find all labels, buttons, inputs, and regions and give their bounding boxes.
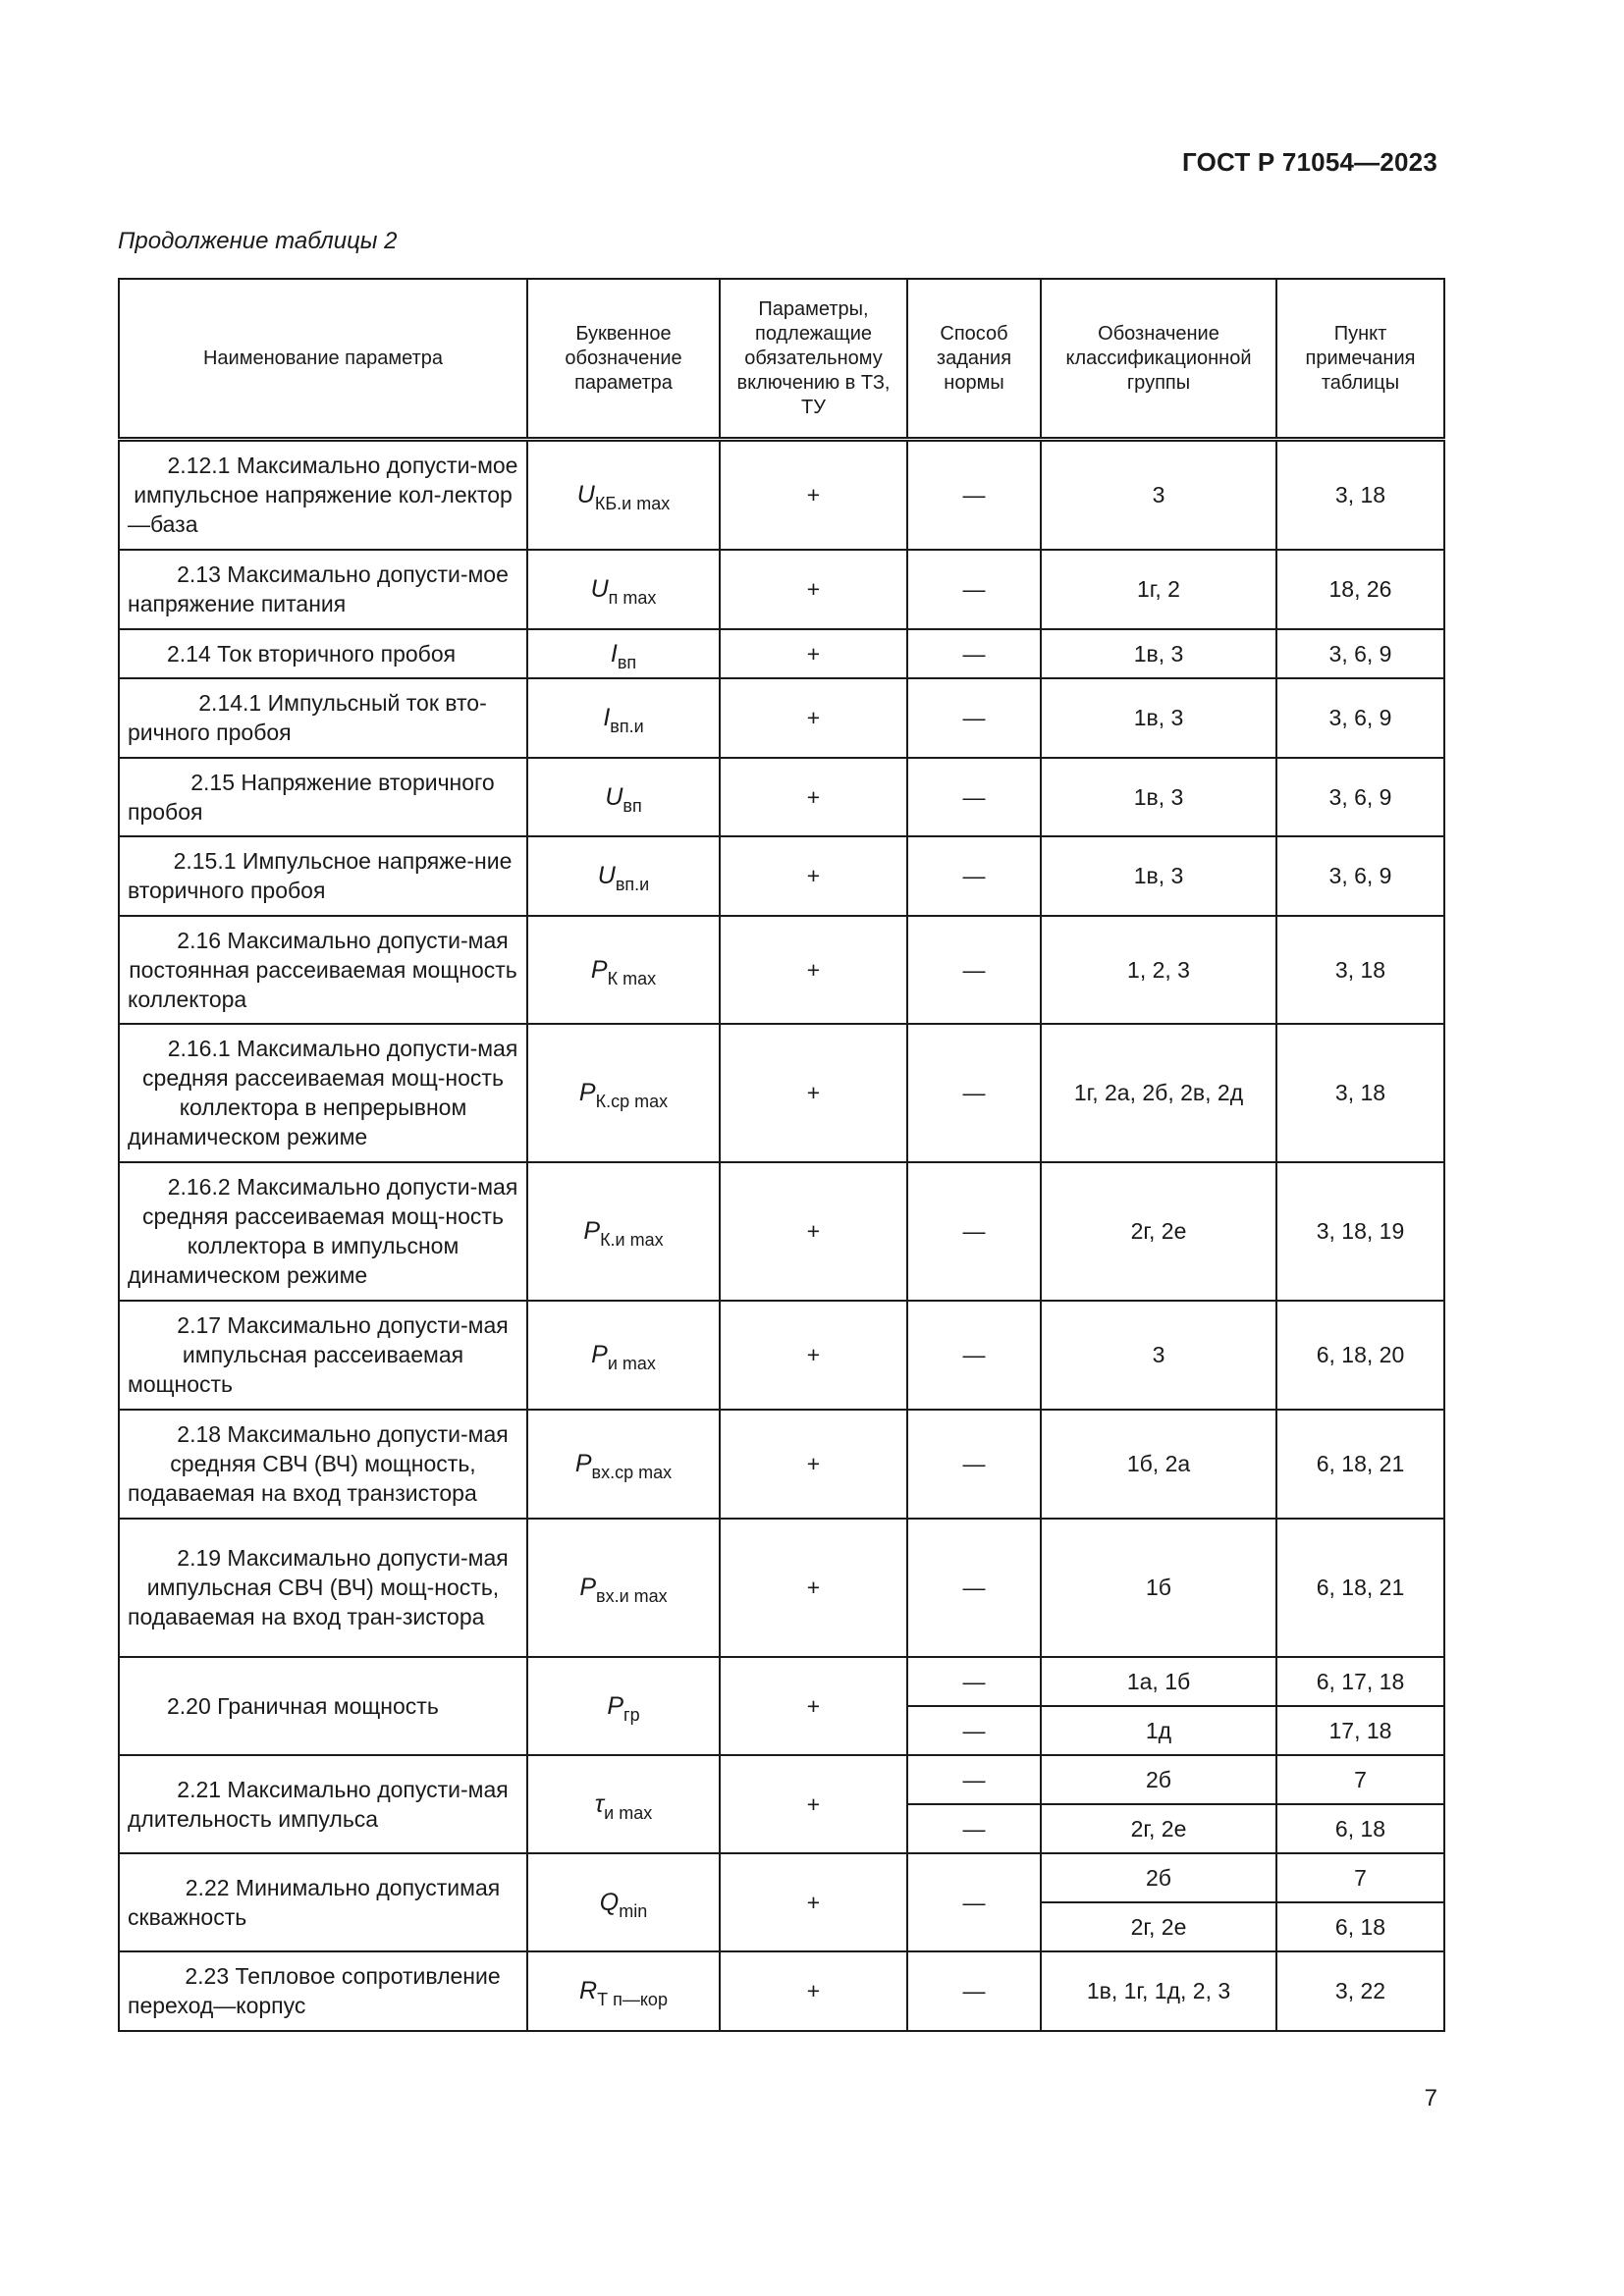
note-item: 3, 18	[1276, 1024, 1444, 1162]
symbol-subscript: К max	[607, 968, 657, 988]
note-item: 3, 18	[1276, 916, 1444, 1024]
table-row	[119, 1951, 1444, 2031]
norm-method: —	[907, 1024, 1041, 1162]
mandatory-mark: +	[720, 1410, 907, 1519]
table-row	[119, 1853, 1444, 1902]
norm-method: —	[907, 1853, 1041, 1951]
parameter-name: 2.16.1 Максимально допусти-мая средняя рассеиваемая мощ-ность коллектора в непрерывном динамическом режиме	[119, 1024, 527, 1162]
class-group: 1а, 1б	[1041, 1657, 1276, 1706]
note-item: 6, 18	[1276, 1902, 1444, 1951]
mandatory-mark: +	[720, 1951, 907, 2031]
column-header-class-group: Обозначение классификационной группы	[1041, 279, 1276, 440]
table-row	[119, 1410, 1444, 1519]
parameter-symbol	[527, 1951, 720, 2031]
table-row	[119, 678, 1444, 758]
note-item: 7	[1276, 1755, 1444, 1804]
parameter-symbol	[527, 1755, 720, 1853]
parameter-name: 2.23 Тепловое сопротивление переход—корпус	[119, 1951, 527, 2031]
page-number: 7	[1424, 2085, 1437, 2111]
table-header-row	[119, 279, 1444, 440]
parameter-symbol	[527, 1024, 720, 1162]
class-group: 1б, 2а	[1041, 1410, 1276, 1519]
parameter-name: 2.18 Максимально допусти-мая средняя СВЧ (ВЧ) мощность, подаваемая на вход транзистора	[119, 1410, 527, 1519]
table-row	[119, 758, 1444, 836]
parameter-name: 2.12.1 Максимально допусти-мое импульсное напряжение кол-лектор—база	[119, 440, 527, 550]
note-item: 17, 18	[1276, 1706, 1444, 1755]
table-row	[119, 1519, 1444, 1657]
mandatory-mark: +	[720, 1301, 907, 1410]
symbol-subscript: К.и max	[600, 1230, 664, 1250]
table-row	[119, 1755, 1444, 1804]
class-group: 1в, 1г, 1д, 2, 3	[1041, 1951, 1276, 2031]
symbol-subscript: вх.и max	[596, 1586, 668, 1606]
class-group: 1г, 2а, 2б, 2в, 2д	[1041, 1024, 1276, 1162]
parameter-symbol	[527, 836, 720, 916]
parameter-symbol	[527, 550, 720, 629]
norm-method: —	[907, 1951, 1041, 2031]
symbol-letter: U	[597, 862, 616, 889]
class-group: 2б	[1041, 1755, 1276, 1804]
note-item: 3, 22	[1276, 1951, 1444, 2031]
parameter-name: 2.15.1 Импульсное напряже-ние вторичного пробоя	[119, 836, 527, 916]
column-header-mandatory: Параметры, подлежащие обязательному включению в ТЗ, ТУ	[720, 279, 907, 440]
norm-method: —	[907, 678, 1041, 758]
symbol-letter: U	[576, 481, 595, 509]
symbol-letter: P	[583, 1217, 601, 1245]
parameter-name: 2.16.2 Максимально допусти-мая средняя рассеиваемая мощ-ность коллектора в импульсном динамическом режиме	[119, 1162, 527, 1301]
table-row	[119, 1162, 1444, 1301]
parameter-symbol	[527, 678, 720, 758]
symbol-letter: P	[607, 1691, 624, 1720]
parameter-symbol	[527, 1301, 720, 1410]
parameter-name: 2.19 Максимально допусти-мая импульсная СВЧ (ВЧ) мощ-ность, подаваемая на вход тран-зистора	[119, 1519, 527, 1657]
mandatory-mark: +	[720, 836, 907, 916]
symbol-letter: P	[590, 955, 608, 984]
symbol-letter: U	[605, 782, 623, 811]
class-group: 2г, 2е	[1041, 1804, 1276, 1853]
norm-method: —	[907, 758, 1041, 836]
norm-method: —	[907, 916, 1041, 1024]
mandatory-mark: +	[720, 678, 907, 758]
column-header-symbol: Буквенное обозначение параметра	[527, 279, 720, 440]
mandatory-mark: +	[720, 916, 907, 1024]
symbol-letter: I	[603, 704, 611, 731]
note-item: 18, 26	[1276, 550, 1444, 629]
parameter-name: 2.15 Напряжение вторичного пробоя	[119, 758, 527, 836]
parameter-symbol	[527, 1410, 720, 1519]
parameter-name: 2.14.1 Импульсный ток вто-ричного пробоя	[119, 678, 527, 758]
class-group: 2г, 2е	[1041, 1902, 1276, 1951]
mandatory-mark: +	[720, 1519, 907, 1657]
norm-method: —	[907, 1657, 1041, 1706]
symbol-letter: R	[579, 1977, 598, 2004]
note-item: 7	[1276, 1853, 1444, 1902]
table-caption: Продолжение таблицы 2	[118, 228, 398, 254]
symbol-letter: P	[579, 1574, 597, 1601]
parameter-symbol	[527, 1657, 720, 1755]
class-group: 1в, 3	[1041, 836, 1276, 916]
table-row	[119, 836, 1444, 916]
symbol-letter: Q	[599, 1888, 620, 1916]
symbol-letter: U	[590, 575, 609, 603]
symbol-subscript: вх.ср max	[591, 1463, 673, 1482]
column-header-norm-method: Способ задания нормы	[907, 279, 1041, 440]
symbol-subscript: гр	[623, 1704, 640, 1725]
norm-method: —	[907, 1755, 1041, 1804]
symbol-subscript: вп.и	[610, 717, 644, 736]
symbol-subscript: вп	[617, 652, 637, 672]
norm-method: —	[907, 550, 1041, 629]
note-item: 3, 6, 9	[1276, 678, 1444, 758]
symbol-letter: I	[610, 639, 618, 667]
symbol-subscript: п max	[608, 588, 657, 608]
table-row	[119, 1657, 1444, 1706]
class-group: 1в, 3	[1041, 758, 1276, 836]
norm-method: —	[907, 440, 1041, 550]
class-group: 3	[1041, 440, 1276, 550]
mandatory-mark: +	[720, 629, 907, 678]
class-group: 1д	[1041, 1706, 1276, 1755]
symbol-subscript: вп	[623, 795, 642, 816]
parameter-symbol	[527, 916, 720, 1024]
parameter-symbol	[527, 1519, 720, 1657]
symbol-letter: P	[591, 1341, 608, 1368]
note-item: 6, 18, 20	[1276, 1301, 1444, 1410]
note-item: 3, 6, 9	[1276, 836, 1444, 916]
parameter-symbol	[527, 1853, 720, 1951]
note-item: 6, 18, 21	[1276, 1519, 1444, 1657]
note-item: 6, 18	[1276, 1804, 1444, 1853]
parameter-symbol	[527, 440, 720, 550]
column-header-note-item: Пункт примечания таблицы	[1276, 279, 1444, 440]
note-item: 3, 6, 9	[1276, 758, 1444, 836]
symbol-letter: P	[578, 1079, 596, 1106]
table-row	[119, 440, 1444, 550]
parameter-name: 2.22 Минимально допустимая скважность	[119, 1853, 527, 1951]
mandatory-mark: +	[720, 440, 907, 550]
norm-method: —	[907, 836, 1041, 916]
table-row	[119, 1024, 1444, 1162]
symbol-letter: τ	[594, 1789, 605, 1818]
symbol-subscript: min	[619, 1900, 648, 1921]
norm-method: —	[907, 1706, 1041, 1755]
class-group: 1в, 3	[1041, 678, 1276, 758]
table-row	[119, 629, 1444, 678]
mandatory-mark: +	[720, 1755, 907, 1853]
class-group: 1г, 2	[1041, 550, 1276, 629]
parameter-name: 2.16 Максимально допусти-мая постоянная рассеиваемая мощность коллектора	[119, 916, 527, 1024]
note-item: 3, 18, 19	[1276, 1162, 1444, 1301]
symbol-subscript: вп.и	[615, 875, 650, 894]
mandatory-mark: +	[720, 1853, 907, 1951]
symbol-subscript: и max	[607, 1354, 656, 1373]
parameter-symbol	[527, 1162, 720, 1301]
norm-method: —	[907, 1301, 1041, 1410]
symbol-subscript: и max	[604, 1802, 653, 1823]
symbol-subscript: КБ.и max	[594, 494, 671, 514]
class-group: 1, 2, 3	[1041, 916, 1276, 1024]
class-group: 2г, 2е	[1041, 1162, 1276, 1301]
mandatory-mark: +	[720, 1657, 907, 1755]
mandatory-mark: +	[720, 550, 907, 629]
class-group: 3	[1041, 1301, 1276, 1410]
norm-method: —	[907, 629, 1041, 678]
table-row	[119, 1301, 1444, 1410]
parameter-symbol	[527, 629, 720, 678]
note-item: 3, 6, 9	[1276, 629, 1444, 678]
symbol-letter: P	[574, 1450, 592, 1477]
column-header-name: Наименование параметра	[119, 279, 527, 440]
parameter-name: 2.20 Граничная мощность	[119, 1657, 527, 1755]
class-group: 1б	[1041, 1519, 1276, 1657]
parameter-name: 2.14 Ток вторичного пробоя	[119, 629, 527, 678]
note-item: 6, 18, 21	[1276, 1410, 1444, 1519]
norm-method: —	[907, 1410, 1041, 1519]
note-item: 3, 18	[1276, 440, 1444, 550]
parameters-table	[118, 278, 1445, 2032]
note-item: 6, 17, 18	[1276, 1657, 1444, 1706]
mandatory-mark: +	[720, 1162, 907, 1301]
norm-method: —	[907, 1162, 1041, 1301]
table-row	[119, 916, 1444, 1024]
class-group: 2б	[1041, 1853, 1276, 1902]
norm-method: —	[907, 1804, 1041, 1853]
class-group: 1в, 3	[1041, 629, 1276, 678]
parameter-name: 2.21 Максимально допусти-мая длительность импульса	[119, 1755, 527, 1853]
mandatory-mark: +	[720, 1024, 907, 1162]
norm-method: —	[907, 1519, 1041, 1657]
symbol-subscript: Т п—кор	[597, 1990, 668, 2009]
parameter-name: 2.13 Максимально допусти-мое напряжение питания	[119, 550, 527, 629]
document-code: ГОСТ Р 71054—2023	[1182, 147, 1437, 177]
symbol-subscript: К.ср max	[595, 1092, 669, 1111]
table-row	[119, 550, 1444, 629]
mandatory-mark: +	[720, 758, 907, 836]
parameter-symbol	[527, 758, 720, 836]
parameter-name: 2.17 Максимально допусти-мая импульсная рассеиваемая мощность	[119, 1301, 527, 1410]
